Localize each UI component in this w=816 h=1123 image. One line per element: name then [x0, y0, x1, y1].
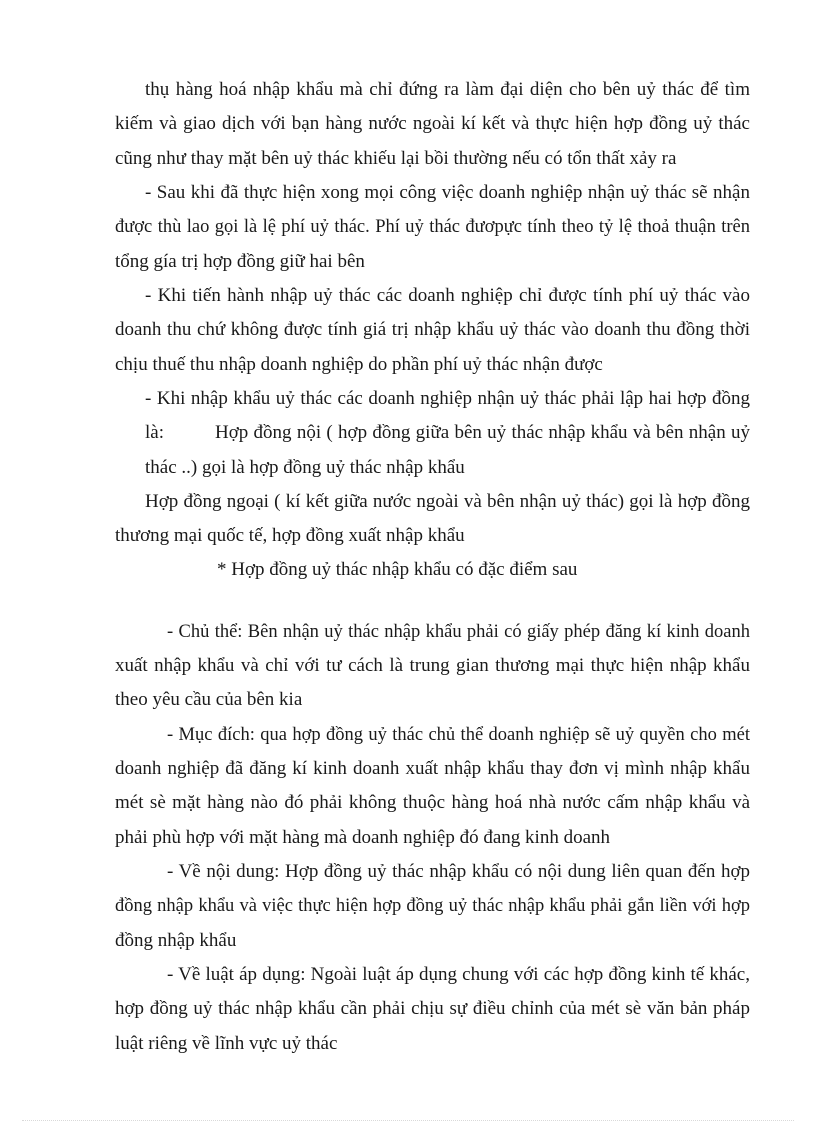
- text-line: đồng nhập khẩu: [115, 930, 237, 951]
- text-line: mét sè mặt hàng nào đó phải không thuộc hàng hoá nhà nước cấm nhập khẩu và: [115, 792, 750, 813]
- text-line: doanh thu chứ không được tính giá trị nhập khẩu uỷ thác vào doanh thu đồng thời: [115, 319, 750, 340]
- text-line: - Chủ thể: Bên nhận uỷ thác nhập khẩu phải có giấy phép đăng kí kinh doanh: [167, 622, 750, 642]
- text-line: Hợp đồng ngoại ( kí kết giữa nước ngoài và bên nhận uỷ thác) gọi là hợp đồng: [145, 491, 750, 512]
- text-line: - Mục đích: qua hợp đồng uỷ thác chủ thể doanh nghiệp sẽ uỷ quyền cho mét: [167, 725, 750, 745]
- section-heading: * Hợp đồng uỷ thác nhập khẩu có đặc điểm sau: [217, 559, 578, 580]
- text-line: được thù lao gọi là lệ phí uỷ thác. Phí uỷ thác đươpực tính theo tỷ lệ thoả thuận trên: [115, 217, 750, 237]
- page-bottom-rule: [22, 1120, 794, 1121]
- text-line: thác ..) gọi là hợp đồng uỷ thác nhập khẩu: [145, 457, 465, 478]
- text-line: doanh nghiệp đã đăng kí kinh doanh xuất nhập khẩu thay đơn vị mình nhập khẩu: [115, 758, 750, 779]
- text-line: kiếm và giao dịch với bạn hàng nước ngoài kí kết và thực hiện hợp đồng uỷ thác: [115, 113, 750, 134]
- text-line: luật riêng về lĩnh vực uỷ thác: [115, 1033, 338, 1054]
- text-line: thương mại quốc tế, hợp đồng xuất nhập khẩu: [115, 525, 465, 546]
- text-line: thụ hàng hoá nhập khẩu mà chỉ đứng ra làm đại diện cho bên uỷ thác để tìm: [145, 79, 750, 100]
- text-line: tổng gía trị hợp đồng giữ hai bên: [115, 251, 365, 272]
- text-line: hợp đồng uỷ thác nhập khẩu cần phải chịu sự điều chỉnh của mét sè văn bản pháp: [115, 998, 750, 1019]
- text-line: phải phù hợp với mặt hàng mà doanh nghiệp đó đang kinh doanh: [115, 827, 611, 848]
- text-line: chịu thuế thu nhập doanh nghiệp do phần phí uỷ thác nhận được: [115, 354, 603, 375]
- text-line: - Về nội dung: Hợp đồng uỷ thác nhập khẩu có nội dung liên quan đến hợp: [167, 861, 750, 882]
- text-line: - Khi nhập khẩu uỷ thác các doanh nghiệp nhận uỷ thác phải lập hai hợp đồng: [145, 388, 750, 409]
- text-line: - Khi tiến hành nhập uỷ thác các doanh nghiệp chỉ được tính phí uỷ thác vào: [145, 285, 750, 306]
- text-line: theo yêu cầu của bên kia: [115, 689, 303, 710]
- text-line: - Về luật áp dụng: Ngoài luật áp dụng chung với các hợp đồng kinh tế khác,: [167, 964, 750, 985]
- text-line: cũng như thay mặt bên uỷ thác khiếu lại bồi thường nếu có tổn thất xảy ra: [115, 148, 677, 169]
- text-line: là:: [145, 422, 164, 443]
- text-line: xuất nhập khẩu và chỉ với tư cách là trung gian thương mại thực hiện nhập khẩu: [115, 655, 750, 676]
- text-line: Hợp đồng nội ( hợp đồng giữa bên uỷ thác nhập khẩu và bên nhận uỷ: [215, 422, 750, 443]
- text-line: đồng nhập khẩu và việc thực hiện hợp đồng uỷ thác nhập khẩu phải gắn liền với hợp: [115, 896, 750, 916]
- text-line: - Sau khi đã thực hiện xong mọi công việc doanh nghiệp nhận uỷ thác sẽ nhận: [145, 182, 750, 203]
